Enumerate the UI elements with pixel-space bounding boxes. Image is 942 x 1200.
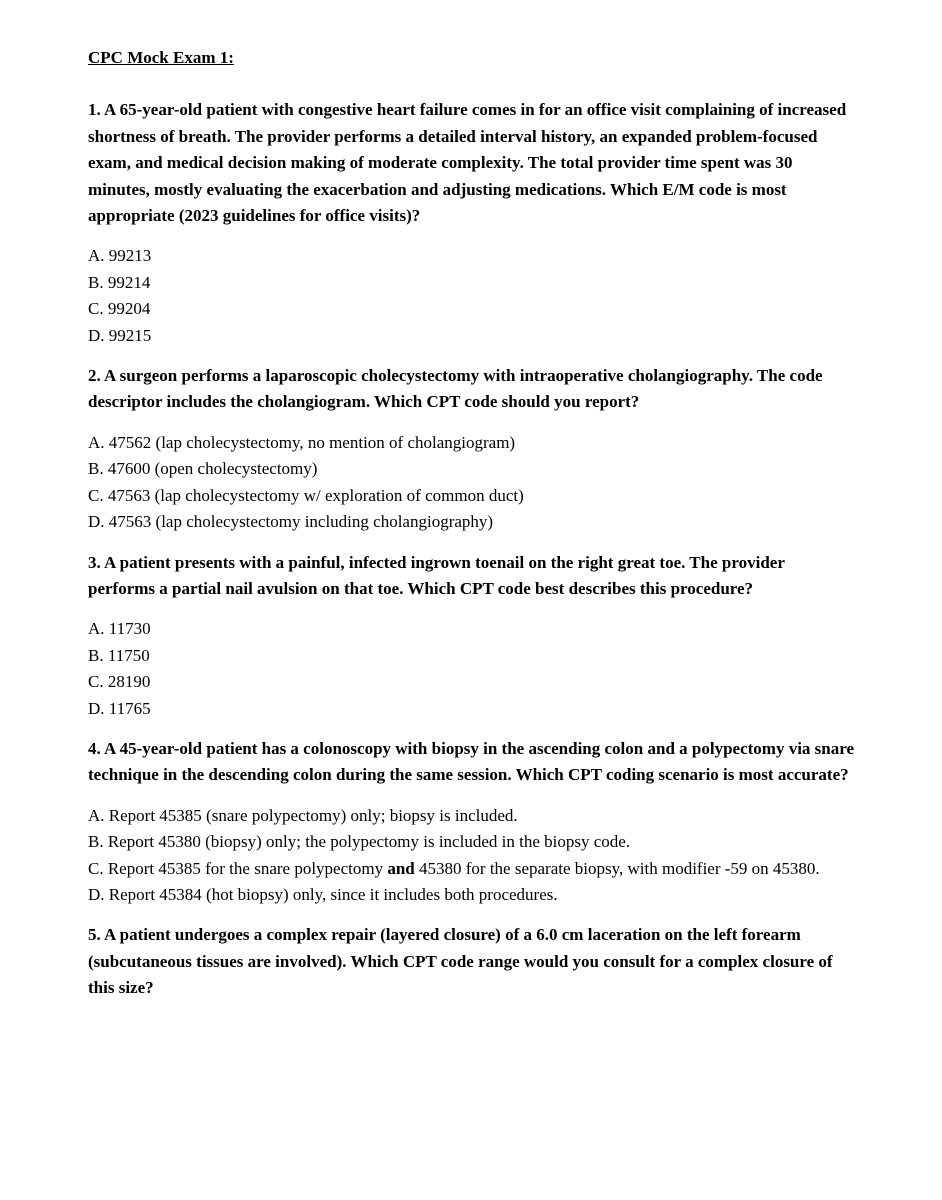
answer-option-b: B. Report 45380 (biopsy) only; the polypectomy is included in the biopsy code. xyxy=(88,832,631,852)
answer-option-c: C. 28190 xyxy=(88,672,151,692)
answer-option-d: D. 99215 xyxy=(88,325,152,345)
answer-option-a: A. 11730 xyxy=(88,619,151,639)
question-3-text: 3. A patient presents with a painful, infected ingrown toenail on the right great toe. The provider performs a partial nail avulsion on that toe. Which CPT code best describes this procedure? xyxy=(88,552,785,598)
answer-option-b: B. 99214 xyxy=(88,272,151,292)
question-4 xyxy=(88,736,855,908)
answer-option-c xyxy=(88,856,855,882)
question-4-text: 4. A 45-year-old patient has a colonoscopy with biopsy in the ascending colon and a polypectomy via snare technique in the descending colon during the same session. Which CPT coding scenario is most accurate? xyxy=(88,738,855,785)
question-1 xyxy=(88,97,855,349)
answer-option-d: D. 11765 xyxy=(88,698,151,718)
question-2-text: 2. A surgeon performs a laparoscopic cholecystectomy with intraoperative cholangiography. The code descriptor includes the cholangiogram. Which CPT code should you report? xyxy=(88,366,823,412)
question-2-options xyxy=(88,430,855,536)
answer-option-d: D. 47563 (lap cholecystectomy including cholangiography) xyxy=(88,512,494,532)
answer-option-c-bold-word: and xyxy=(387,858,415,878)
question-4-options xyxy=(88,803,855,909)
question-3 xyxy=(88,550,855,722)
question-5-text: 5. A patient undergoes a complex repair (layered closure) of a 6.0 cm laceration on the left forearm (subcutaneous tissues are involved). Which CPT code range would you consult for a complex closure of this size? xyxy=(88,925,833,998)
question-1-options xyxy=(88,243,855,349)
question-1-text: 1. A 65-year-old patient with congestive heart failure comes in for an office visit complaining of increased shortness of breath. The provider performs a detailed interval history, an expanded problem-focused exam, and medical decision making of moderate complexity. The total provider time spent was 30 minutes, mostly evaluating the exacerbation and adjusting medications. Which E/M code is most appropriate (2023 guidelines for office visits)? xyxy=(88,100,847,226)
answer-option-b: B. 11750 xyxy=(88,645,150,665)
answer-option-c-post: 45380 for the separate biopsy, with modifier -59 on 45380. xyxy=(414,858,820,878)
answer-option-c: C. 47563 (lap cholecystectomy w/ exploration of common duct) xyxy=(88,485,524,505)
question-2 xyxy=(88,363,855,535)
answer-option-b: B. 47600 (open cholecystectomy) xyxy=(88,459,318,479)
question-3-options xyxy=(88,616,855,722)
document-title: CPC Mock Exam 1: xyxy=(88,48,234,67)
answer-option-a: A. Report 45385 (snare polypectomy) only; biopsy is included. xyxy=(88,805,518,825)
answer-option-c: C. 99204 xyxy=(88,299,151,319)
answer-option-a: A. 99213 xyxy=(88,246,152,266)
answer-option-c-pre: C. Report 45385 for the snare polypectomy xyxy=(88,858,388,878)
answer-option-a: A. 47562 (lap cholecystectomy, no mention of cholangiogram) xyxy=(88,432,516,452)
answer-option-d: D. Report 45384 (hot biopsy) only, since it includes both procedures. xyxy=(88,884,558,904)
question-5 xyxy=(88,922,855,1001)
